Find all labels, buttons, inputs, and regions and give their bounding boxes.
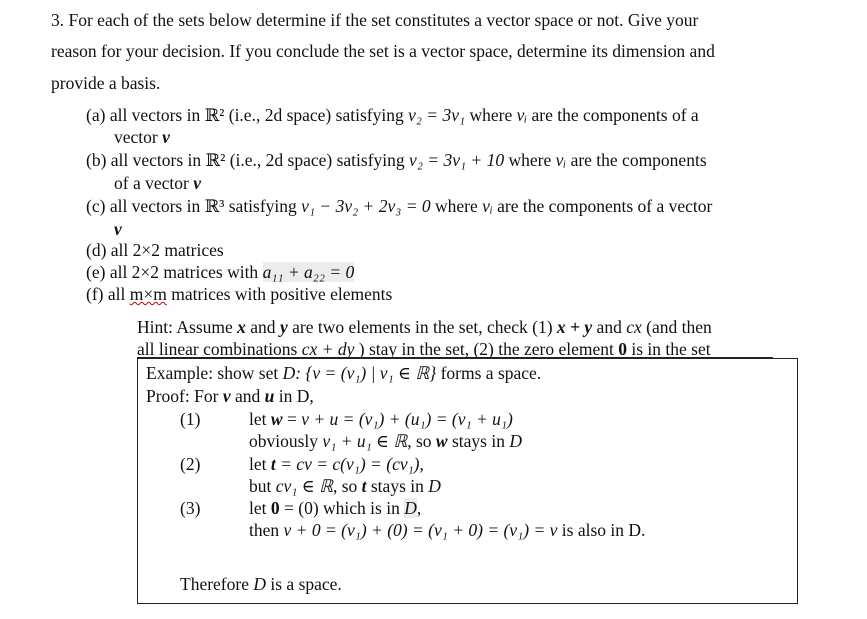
item-a-post: are the components of a (527, 105, 699, 125)
proof-c: in D, (274, 386, 314, 406)
item-a-pre: all vectors in ℝ² (i.e., 2d space) satisfying (109, 105, 409, 125)
step3-line (249, 497, 421, 519)
step3b-b: is also in D. (557, 520, 646, 540)
step1b-line (249, 430, 522, 452)
proof-a: Proof: For (146, 386, 223, 406)
item-a-math: v₂ = 3v₁ (408, 105, 466, 125)
item-d-text: all 2×2 matrices (110, 240, 224, 260)
item-c-mid: where (430, 196, 483, 216)
step2b-a: but (249, 476, 276, 496)
hint-text-f: all linear combinations (137, 339, 302, 359)
item-c-math: v₁ − 3v₂ + 2v₃ = 0 (301, 196, 431, 216)
conclusion (180, 573, 342, 595)
item-d-label: (d) (86, 240, 107, 260)
problem-intro-line-2 (51, 40, 715, 62)
item-b (86, 149, 707, 171)
step1-a: let (249, 409, 271, 429)
example-title (146, 362, 541, 384)
hint-comb: cx + dy (301, 339, 355, 359)
step3-a: let (249, 498, 271, 518)
proof-u: u (264, 386, 275, 406)
step3-b: = (0) which is in (279, 498, 405, 518)
hint-x: x (237, 317, 246, 337)
step1-math: v + u = (v₁) + (u₁) = (v₁ + u₁) (301, 409, 513, 429)
conclusion-d: D (253, 574, 266, 594)
step2b-math: cv₁ ∈ ℝ (275, 476, 333, 496)
item-b-continued (114, 172, 201, 194)
hint-text-c: are two elements in the set, check (1) (287, 317, 557, 337)
step1-b: = (282, 409, 302, 429)
item-c-label: (c) (86, 196, 106, 216)
step2b-line (249, 475, 441, 497)
example-set: D: {v = (v₁) | v₁ ∈ ℝ} (282, 363, 437, 383)
step1-label: (1) (180, 409, 201, 429)
item-c-cont-var: v (114, 219, 122, 239)
item-f-post: matrices with positive elements (166, 284, 393, 304)
item-a-label: (a) (86, 105, 106, 125)
item-b-pre: all vectors in ℝ² (i.e., 2d space) satisfying (110, 150, 410, 170)
item-f-pre: all (107, 284, 130, 304)
item-a-cont-text: vector (114, 127, 163, 147)
step3b-line (249, 519, 645, 541)
item-b-post: are the components (566, 150, 707, 170)
proof-intro (146, 385, 314, 407)
intro-text-2: reason for your decision. If you conclude the set is a vector space, determine its dimension and (51, 41, 715, 61)
hint-text-b: and (245, 317, 280, 337)
item-b-cont-var: v (193, 173, 201, 193)
intro-text-1: For each of the sets below determine if the set constitutes a vector space or not. Give your (68, 10, 699, 30)
item-e (86, 261, 354, 283)
step3-zero: 0 (270, 498, 280, 518)
hint-text-d: and (592, 317, 627, 337)
example-title-a: Example: show set (146, 363, 283, 383)
item-f-label: (f) (86, 284, 104, 304)
hint-cx: cx (626, 317, 642, 337)
item-b-mid: where (504, 150, 556, 170)
hint-xy: x + y (556, 317, 593, 337)
step1-line (249, 408, 513, 430)
step2-math: = cv = c(v₁) = (cv₁), (275, 454, 424, 474)
step1b-b: , so (407, 431, 436, 451)
conclusion-b: is a space. (266, 574, 342, 594)
step1b-c: stays in (447, 431, 510, 451)
item-e-label: (e) (86, 262, 106, 282)
item-b-label: (b) (86, 150, 107, 170)
item-c-continued (114, 218, 122, 240)
step2b-t: t (361, 476, 367, 496)
step3-label: (3) (180, 498, 201, 518)
item-a-vi: vᵢ (516, 105, 528, 125)
step1-w: w (270, 409, 283, 429)
item-b-vi: vᵢ (555, 150, 567, 170)
item-d (86, 239, 224, 261)
item-f-wavy: m×m (129, 284, 167, 304)
step2-t: t (270, 454, 276, 474)
step2-a: let (249, 454, 271, 474)
conclusion-a: Therefore (180, 574, 254, 594)
problem-number: 3. (51, 10, 65, 30)
step1b-w: w (435, 431, 448, 451)
step2b-c: stays in (366, 476, 429, 496)
intro-text-3: provide a basis. (51, 73, 161, 93)
item-a-continued (114, 126, 170, 148)
step2-label: (2) (180, 454, 201, 474)
step3-d: D (404, 498, 417, 518)
step2-line (249, 453, 424, 475)
item-c-post: are the components of a vector (492, 196, 713, 216)
problem-intro-line-3 (51, 72, 160, 94)
item-e-text: all 2×2 matrices with (109, 262, 263, 282)
item-b-cont-text: of a vector (114, 173, 194, 193)
item-a-cont-var: v (162, 127, 170, 147)
proof-v: v (222, 386, 231, 406)
proof-b: and (230, 386, 265, 406)
example-title-b: forms a space. (436, 363, 542, 383)
item-a-mid: where (465, 105, 517, 125)
item-b-math: v₂ = 3v₁ + 10 (409, 150, 505, 170)
item-f (86, 283, 392, 305)
hint-text-e: (and then (641, 317, 712, 337)
step3b-a: then (249, 520, 284, 540)
hint-zero: 0 (618, 339, 627, 359)
hint-y: y (279, 317, 288, 337)
step2b-b: , so (332, 476, 362, 496)
hint-line-1 (137, 316, 712, 338)
step1b-a: obviously (249, 431, 323, 451)
hint-text-a: Hint: Assume (137, 317, 238, 337)
step1b-d: D (509, 431, 522, 451)
step3b-math: v + 0 = (v₁) + (0) = (v₁ + 0) = (v₁) = v (283, 520, 558, 540)
item-a (86, 104, 699, 126)
item-e-math: a₁₁ + a₂₂ = 0 (262, 262, 355, 282)
step2b-d: D (428, 476, 441, 496)
step1b-math: v₁ + u₁ ∈ ℝ (322, 431, 408, 451)
hint-text-g: ) stay in the set, (2) the zero element (354, 339, 619, 359)
hint-text-h: is in the set (626, 339, 711, 359)
item-c-pre: all vectors in ℝ³ satisfying (109, 196, 302, 216)
item-c-vi: vᵢ (482, 196, 493, 216)
step3-c: , (416, 498, 422, 518)
item-c (86, 195, 712, 217)
problem-intro-line-1 (51, 9, 698, 31)
